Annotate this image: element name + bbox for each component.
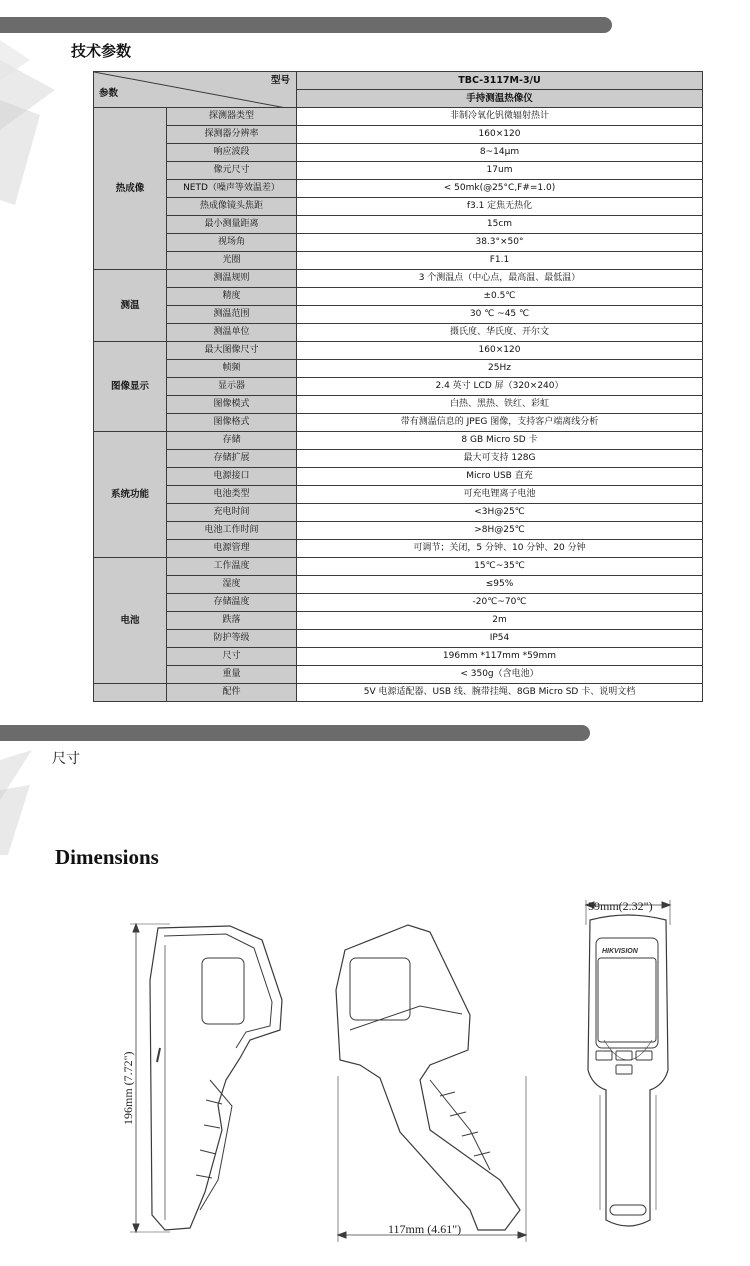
param-value-cell: < 50mk(@25°C,F#=1.0) [297,180,703,198]
param-value-cell: -20℃~70℃ [297,594,703,612]
param-value-cell: 非制冷氧化钒微辐射热计 [297,108,703,126]
category-cell: 电池 [94,558,167,684]
table-row [94,234,703,252]
table-row [94,522,703,540]
param-value-cell: < 350g（含电池） [297,666,703,684]
table-row [94,414,703,432]
param-name-cell: 最大图像尺寸 [167,342,297,360]
param-value-cell: 8 GB Micro SD 卡 [297,432,703,450]
table-row [94,432,703,450]
size-section-title: 尺寸 [52,751,80,767]
param-name-cell: 测温单位 [167,324,297,342]
param-value-cell: 可充电锂离子电池 [297,486,703,504]
table-row [94,558,703,576]
table-row [94,216,703,234]
param-name-cell: 重量 [167,666,297,684]
table-row [94,288,703,306]
param-value-cell: 8~14μm [297,144,703,162]
param-value-cell: IP54 [297,630,703,648]
table-row [94,270,703,288]
param-name-cell: 电池工作时间 [167,522,297,540]
section-divider-bar [0,725,590,741]
param-name-cell: 测温范围 [167,306,297,324]
table-row [94,450,703,468]
category-cell: 测温 [94,270,167,342]
category-cell: 系统功能 [94,432,167,558]
param-name-cell: 电源管理 [167,540,297,558]
category-cell: 图像显示 [94,342,167,432]
table-row [94,594,703,612]
brand-logo-text: HIKVISION [602,948,638,955]
param-value-cell: 白热、黑热、铁红、彩虹 [297,396,703,414]
table-row [94,108,703,126]
param-name-cell: 帧频 [167,360,297,378]
param-value-cell: 摄氏度、华氏度、开尔文 [297,324,703,342]
param-name-cell: 存储扩展 [167,450,297,468]
param-name-cell: 电池类型 [167,486,297,504]
param-name-cell: 显示器 [167,378,297,396]
spec-section-title: 技术参数 [71,42,132,60]
table-row [94,306,703,324]
param-value-cell: 196mm *117mm *59mm [297,648,703,666]
table-row [94,360,703,378]
param-value-cell: F1.1 [297,252,703,270]
spec-table [93,71,703,702]
param-name-cell: 存储 [167,432,297,450]
param-value-cell: 160×120 [297,126,703,144]
table-row [94,126,703,144]
param-value-cell: <3H@25℃ [297,504,703,522]
table-row [94,612,703,630]
perspective-view-drawing [336,925,526,1242]
param-value-cell: 160×120 [297,342,703,360]
param-value-cell: 可调节；关闭，5 分钟、10 分钟、20 分钟 [297,540,703,558]
table-row [94,576,703,594]
param-value-cell: 38.3°×50° [297,234,703,252]
param-value-cell: Micro USB 直充 [297,468,703,486]
param-name-cell: 充电时间 [167,504,297,522]
table-row [94,486,703,504]
param-name-cell: 湿度 [167,576,297,594]
param-value-cell: ±0.5℃ [297,288,703,306]
table-row [94,252,703,270]
table-row [94,630,703,648]
header-bar [0,17,612,33]
table-row [94,342,703,360]
table-row [94,540,703,558]
accessories-label-cell: 配件 [167,684,297,702]
table-row [94,378,703,396]
param-name-cell: 响应波段 [167,144,297,162]
table-row [94,648,703,666]
decorative-shard-top [0,40,60,210]
dimension-drawings [0,880,750,1266]
param-value-cell: ≤95% [297,576,703,594]
table-row [94,198,703,216]
accessories-value-cell: 5V 电源适配器、USB 线、腕带挂绳、8GB Micro SD 卡、说明文档 [297,684,703,702]
dimensions-title: Dimensions [55,845,159,869]
table-row [94,468,703,486]
param-value-cell: 最大可支持 128G [297,450,703,468]
category-cell: 热成像 [94,108,167,270]
param-name-cell: 测温规则 [167,270,297,288]
table-corner-header [94,72,297,108]
table-row [94,162,703,180]
param-value-cell: 25Hz [297,360,703,378]
param-value-cell: 15℃~35℃ [297,558,703,576]
table-row [94,504,703,522]
param-name-cell: NETD（噪声等效温差） [167,180,297,198]
param-name-cell: 精度 [167,288,297,306]
param-value-cell: 2.4 英寸 LCD 屏（320×240） [297,378,703,396]
table-row [94,396,703,414]
param-value-cell: 带有测温信息的 JPEG 图像，支持客户端离线分析 [297,414,703,432]
empty-category-cell [94,684,167,702]
height-dimension-label: 196mm (7.72") [121,1051,135,1125]
side-view-drawing [130,924,282,1232]
param-value-cell: 3 个测温点（中心点，最高温、最低温） [297,270,703,288]
param-value-cell: 17um [297,162,703,180]
param-name-cell: 热成像镜头焦距 [167,198,297,216]
param-name-cell: 最小测量距离 [167,216,297,234]
model-number: TBC-3117M-3/U [297,72,703,90]
param-value-cell: 2m [297,612,703,630]
param-name-cell: 电源接口 [167,468,297,486]
table-row [94,180,703,198]
param-value-cell: f3.1 定焦无热化 [297,198,703,216]
param-value-cell: >8H@25℃ [297,522,703,540]
accessories-row [94,684,703,702]
param-name-cell: 尺寸 [167,648,297,666]
decorative-shard-bottom [0,745,40,860]
param-name-cell: 像元尺寸 [167,162,297,180]
param-value-cell: 15cm [297,216,703,234]
param-name-cell: 探测器分辨率 [167,126,297,144]
param-name-cell: 工作温度 [167,558,297,576]
param-name-cell: 跌落 [167,612,297,630]
width-dimension-label: 59mm(2.32") [588,899,653,913]
table-row [94,144,703,162]
product-name: 手持测温热像仪 [297,90,703,108]
depth-dimension-label: 117mm (4.61") [388,1222,462,1236]
param-name-cell: 探测器类型 [167,108,297,126]
param-name-cell: 存储温度 [167,594,297,612]
table-row [94,666,703,684]
table-row [94,324,703,342]
param-name-cell: 图像模式 [167,396,297,414]
param-value-cell: 30 ℃ ~45 ℃ [297,306,703,324]
param-name-cell: 光圈 [167,252,297,270]
param-name-cell: 图像格式 [167,414,297,432]
param-name-cell: 防护等级 [167,630,297,648]
param-name-cell: 视场角 [167,234,297,252]
corner-model-label: 型号 [270,75,290,86]
corner-param-label: 参数 [99,87,119,99]
